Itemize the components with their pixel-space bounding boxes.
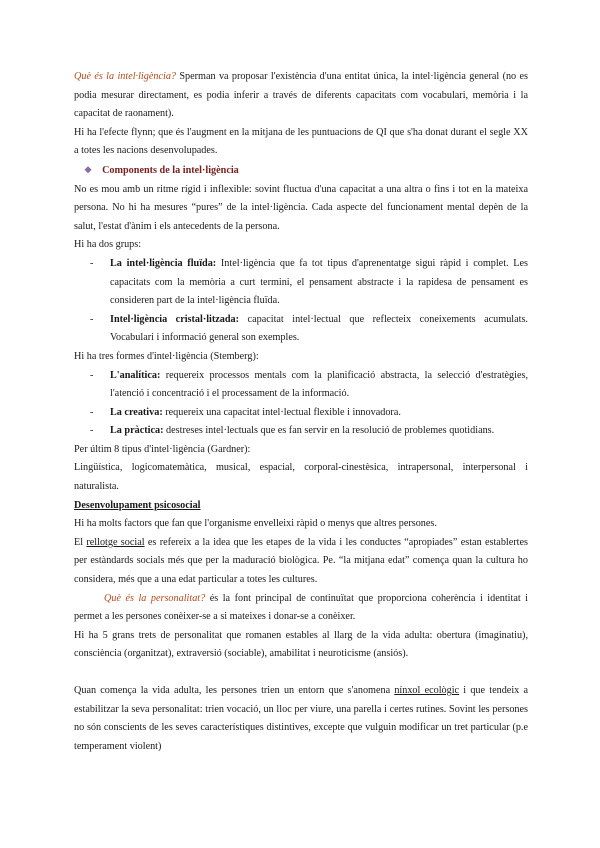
list-item: - La pràctica: destreses intel·lectuals que es fan servir en la resolució de problemes quotidians. bbox=[74, 422, 528, 441]
section-heading-desenvolupament: Desenvolupament psicosocial bbox=[74, 499, 201, 511]
ninxol-ecologic-term: nínxol ecològic bbox=[394, 685, 460, 696]
paragraph-gap bbox=[74, 664, 528, 682]
intel-question: Què és la intel·ligència? bbox=[74, 71, 177, 82]
forms-intro: Hi ha tres formes d'intel·ligència (Stemberg): bbox=[74, 350, 259, 362]
personalitat-paragraph: Què és la personalitat? és la font principal de continuïtat que proporciona coherència i identitat i permet a les persones conèixer-se a si mateixes i donar-se a conèixer. bbox=[74, 592, 529, 623]
rellotge-paragraph: El rellotge social es refereix a la idea que les etapes de la vida i les conductes “apropiades” estan establertes per estàndards socials més que per la maduració biològica. Pe. “la mitjana edat” comença quan la cultura ho considera, més que a una edat particular a totes les cultures. bbox=[74, 536, 528, 586]
list-item: - La creativa: requereix una capacitat intel·lectual flexible i innovadora. bbox=[74, 404, 528, 423]
ninxol-paragraph: Quan comença la vida adulta, les persones trien un entorn que s'anomena nínxol ecològic i que tendeix a estabilitzar la seva personalitat: trien vocació, un lloc per viure, una parella i certes rutines. Sovint les persones no són conscients de les seves característiques distintives, excepte que vulguin modificar un tret particular (p.e temperament violent) bbox=[74, 685, 528, 752]
personalitat-question: Què és la personalitat? bbox=[104, 592, 206, 604]
flynn-paragraph: Hi ha l'efecte flynn; que és l'augment en la mitjana de les puntuacions de QI que s'ha donat durant el segle XX a totes les nacions desenvolupades. bbox=[74, 126, 528, 157]
rellotge-social-term: rellotge social bbox=[86, 536, 145, 548]
list-item: - L'analítica: requereix processos mentals com la planificació abstracta, la selecció d'estratègies, l'atenció i concentració i el processament de la informació. bbox=[74, 367, 528, 404]
forms-list bbox=[74, 367, 528, 441]
diamond-bullet-icon: ❖ bbox=[84, 164, 93, 175]
factors-paragraph: Hi ha molts factors que fan que l'organisme envelleixi ràpid o menys que altres persones. bbox=[74, 518, 437, 530]
list-item: - La intel·ligència fluïda: Intel·ligència que fa tot tipus d'aprenentatge sigui ràpid i complet. Les capacitats com la memòria a curt termini, el pensament abstracte i la rapidesa de pensament es consideren part de la intel·ligència fluïda. bbox=[74, 255, 528, 311]
groups-intro: Hi ha dos grups: bbox=[74, 239, 142, 251]
intel-paragraph: Què és la intel·ligència? Sperman va proposar l'existència d'una entitat única, la intel·ligència general (no es podia mesurar directament, es podia inferir a través de diferents capacitats com vocabulari, memòria i la capacitat de raonament). bbox=[74, 71, 528, 120]
gardner-intro: Per últim 8 tipus d'intel·ligència (Gardner): bbox=[74, 443, 251, 455]
components-paragraph: No es mou amb un ritme rígid i inflexible: sovint fluctua d'una capacitat a una altra o fins i tot en la mateixa persona. No hi ha mesures “pures” de la intel·ligència. Cada aspecte del funcionament mental depèn de la salut, l'estat d'ànim i els antecedents de la persona. bbox=[74, 183, 528, 232]
gardner-list: Lingüística, logicomatemàtica, musical, espacial, corporal-cinestèsica, intrapersonal, interpersonal i naturalista. bbox=[74, 462, 528, 493]
list-item: - Intel·ligència cristal·litzada: capacitat intel·lectual que reflecteix coneixements acumulats. Vocabulari i informació general son exemples. bbox=[74, 311, 528, 348]
document-page bbox=[74, 68, 528, 756]
trets-paragraph: Hi ha 5 grans trets de personalitat que romanen estables al llarg de la vida adulta: obertura (imaginatiu), consciència (organitzat), extraversió (sociable), amabilitat i neuroticisme (ansiós). bbox=[74, 629, 528, 660]
section-heading-components: ❖ Components de la intel·ligència bbox=[84, 164, 239, 176]
groups-list bbox=[74, 255, 528, 348]
